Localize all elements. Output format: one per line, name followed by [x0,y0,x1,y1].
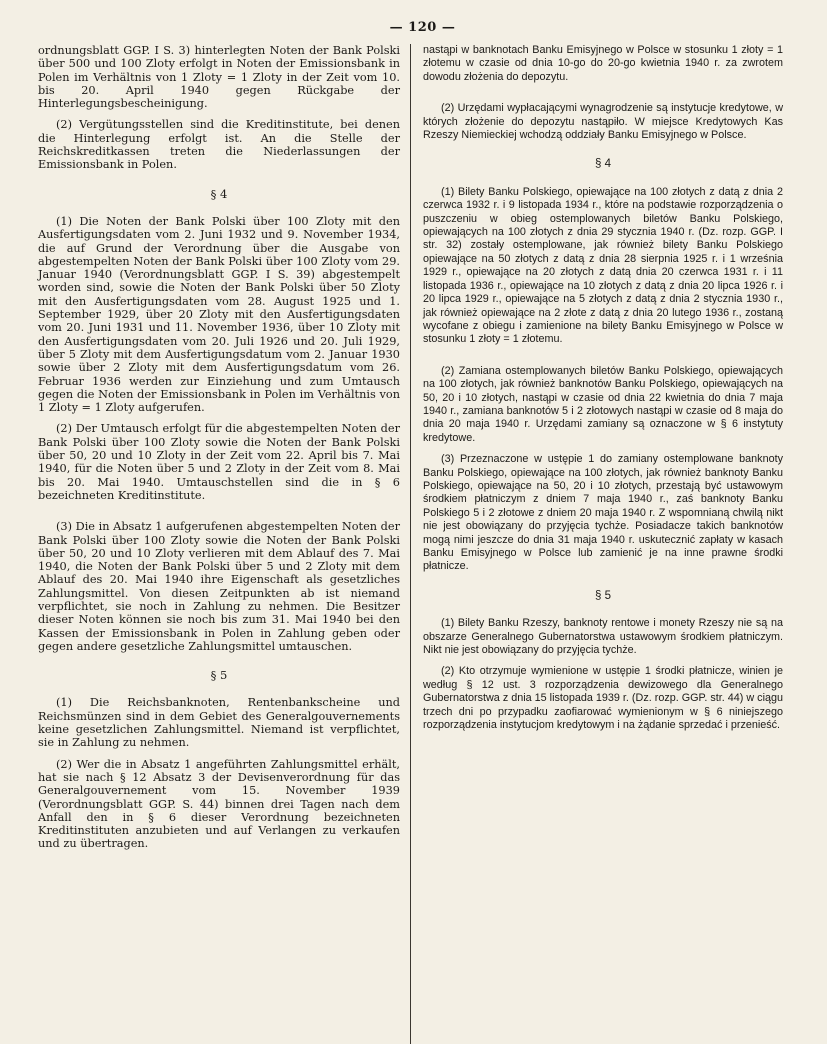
pl-paragraph-4-2: (2) Zamiana ostemplowanych biletów Banku Polskiego, opiewających na 100 złotych, jak również banknotów Banku Polskiego, opiewających na 50, 20 i 10 złotych, nastąpi w czasie od dnia 22 kwietnia do dnia 7 maja 1940 r., zamiana banknotów 5 i 2 złotowych nastąpi w czasie od 8 maja do dnia 20 maja 1940 r. Urzędami zamiany są oznaczone w § 6 instytuty kredytowe. [423,364,783,444]
polish-column [411,44,783,1044]
page-number: — 120 — [389,20,456,35]
two-column-body [38,44,807,1044]
de-paragraph-3-2: (2) Vergütungsstellen sind die Kreditinstitute, bei denen die Hinterlegung erfolgt ist. An die Stelle der Reichskreditkassen treten die Niederlassungen der Emissionsbank in Polen. [38,118,400,172]
de-paragraph-5-2: (2) Wer die in Absatz 1 angeführten Zahlungsmittel erhält, hat sie nach § 12 Absatz 3 der Devisenverordnung für das Generalgouvernement vom 15. November 1939 (Verordnungsblatt GGP. S. 44) binnen drei Tagen nach dem Anfall den in § 6 dieser Verordnung bezeichneten Kreditinstituten anzubieten und auf Verlangen zu verkaufen und zu übertragen. [38,757,400,851]
pl-section-4-heading: § 4 [595,158,611,171]
pl-paragraph-3-2: (2) Urzędami wypłacającymi wynagrodzenie są instytucje kredytowe, w których złożenie do depozytu nastąpiło. W miejsce Kredytowych Kas Rzeszy Niemieckiej wchodzą oddziały Banku Emisyjnego w Polsce. [423,102,783,142]
pl-paragraph-5-1: (1) Bilety Banku Rzeszy, banknoty rentowe i monety Rzeszy nie są na obszarze Generalnego Gubernatorstwa ustawowym środkiem płatniczym. Nikt nie jest obowiązany do przyjęcia tychże. [423,617,783,657]
de-section-4-heading: § 4 [210,186,228,201]
pl-section-5-heading: § 5 [595,589,611,602]
pl-paragraph-5-2: (2) Kto otrzymuje wymienione w ustępie 1 środki płatnicze, winien je według § 12 ust. 3 rozporządzenia dewizowego dla Generalnego Gubernatorstwa z dnia 15 listopada 1939 r. (Dz. rozp. GGP. str. 44) w ciągu trzech dni po przypadku zaofiarować wymienionym w § 6 niniejszego rozporządzenia instytucjom kredytowym i na żądanie sprzedać i przenieść. [423,665,783,732]
de-paragraph-4-1: (1) Die Noten der Bank Polski über 100 Zloty mit den Ausfertigungsdaten vom 2. Juni 1932 und 9. November 1934, die auf Grund der Verordnung über die Ausgabe von abgestempelten Noten der Bank Polski über 100 Zloty vom 29. Januar 1940 (Verordnungsblatt GGP. I S. 39) abgestempelt worden sind, sowie die Noten der Bank Polski über 50 Zloty mit den Ausfertigungsdaten vom 28. August 1925 und 1. September 1929, über 20 Zloty mit den Ausfertigungsdaten vom 20. Juni 1931 und 11. November 1936, über 10 Zloty mit den Ausfertigungsdaten vom 20. Juli 1926 und 20. Juli 1929, über 5 Zloty mit dem Ausfertigungsdatum vom 2. Januar 1930 sowie über 2 Zloty mit dem Ausfertigungsdatum vom 26. Februar 1936 werden zur Einziehung und zum Umtausch gegen die Noten der Emissionsbank in Polen im Verhältnis von 1 Zloty = 1 Zloty aufgerufen. [38,214,400,415]
de-paragraph-4-2: (2) Der Umtausch erfolgt für die abgestempelten Noten der Bank Polski über 100 Zloty sowie die Noten der Bank Polski über 50, 20 und 10 Zloty in der Zeit vom 22. April bis 7. Mai 1940, für die Noten über 5 und 2 Zloty in der Zeit vom 8. Mai bis 20. Mai 1940. Umtauschstellen sind die in § 6 bezeichneten Kreditinstitute. [38,422,400,502]
pl-paragraph-4-3: (3) Przeznaczone w ustępie 1 do zamiany ostemplowane banknoty Banku Polskiego, opiewające na 100 złotych, jak również banknoty Banku Polskiego, opiewające na 50, 20 i 10 złotych, przestają być ustawowym środkiem płatniczym z dniem 7 maja 1940 r., zaś banknoty Banku Polskiego 5 i 2 złotowe z dniem 20 maja 1940 r. Z wspomnianą chwilą nikt nie jest obowiązany do przyjęcia tychże. Posiadacze takich banknotów mogą nimi jeszcze do dnia 31 maja 1940 r. uskutecznić zapłaty w kasach Banku Emisyjnego w Polsce lub zamienić je na inne prawne środki płatnicze. [423,453,783,573]
german-column [38,44,410,1044]
pl-paragraph-continuation: nastąpi w banknotach Banku Emisyjnego w Polsce w stosunku 1 złoty = 1 złotemu w czasie od dnia 10-go do 20-go kwietnia 1940 r. za zwrotem dowodu złożenia do depozytu. [423,44,783,83]
de-paragraph-continuation: ordnungsblatt GGP. I S. 3) hinterlegten Noten der Bank Polski über 500 und 100 Zloty erfolgt in Noten der Emissionsbank in Polen im Verhältnis von 1 Zloty = 1 Zloty in der Zeit vom 10. bis 20. April 1940 gegen Rückgabe der Hinterlegungsbescheinigung. [38,44,400,111]
de-paragraph-4-3: (3) Die in Absatz 1 aufgerufenen abgestempelten Noten der Bank Polski über 100 Zloty sowie die Noten der Bank Polski über 50, 20 und 10 Zloty verlieren mit dem Ablauf des 7. Mai 1940, die Noten der Bank Polski über 5 und 2 Zloty mit dem Ablauf des 20. Mai 1940 ihre Eigenschaft als gesetzliches Zahlungsmittel. Von diesen Zeitpunkten ab ist niemand verpflichtet, sie noch in Zahlung zu nehmen. Die Besitzer dieser Noten können sie noch bis zum 31. Mai 1940 bei den Kassen der Emissionsbank in Polen in Zahlung geben oder gegen andere gesetzliche Zahlungsmittel umtauschen. [38,520,400,653]
pl-paragraph-4-1: (1) Bilety Banku Polskiego, opiewające na 100 złotych z datą z dnia 2 czerwca 1932 r. i 9 listopada 1934 r., które na podstawie rozporządzenia o puszczeniu w obieg ostemplowanych biletów Banku Polskiego, opiewających na 100 złotych z dnia 29 stycznia 1940 r. (Dz. rozp. GGP. I str. 32) zostały ostemplowane, jak również bilety Banku Polskiego opiewające na 50 złotych z datą z dnia 28 sierpnia 1925 r. i 1 września 1929 r., opiewające na 20 złotych z datą dnia 20 czerwca 1931 r. i 11 listopada 1936 r., opiewające na 10 złotych z datą z dnia 20 lipca 1926 r. i 20 lipca 1929 r., opiewające na 5 złotych z datą z dnia 2 stycznia 1930 r., jak również opiewające na 2 złote z datą z dnia 20 lutego 1936 r., zostaną wycofane z obiegu i zamienione na bilety Banku Emisyjnego w Polsce w stosunku 1 złoty = 1 złotemu. [423,185,783,346]
de-section-5-heading: § 5 [210,668,228,683]
de-paragraph-5-1: (1) Die Reichsbanknoten, Rentenbankscheine und Reichsmünzen sind in dem Gebiet des Generalgouvernements keine gesetzlichen Zahlungsmittel. Niemand ist verpflichtet, sie in Zahlung zu nehmen. [38,696,400,750]
